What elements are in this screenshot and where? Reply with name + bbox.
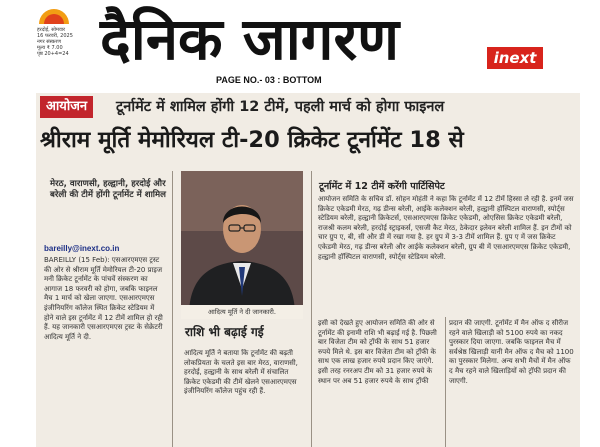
category-tag: आयोजन <box>40 96 93 118</box>
email-address: bareilly@inext.co.in <box>44 244 120 253</box>
body-column-1: BAREILLY (15 Feb): एसआरएमएस ट्रस्ट की ओर से श्रीराम मूर्ति मेमोरियल टी-20 प्राइज मनी क्रिकेट टूर्नामेंट के पांचवें संस्करण का आगाज 18 फरवरी को होगा, जबकि फाइनल मैच 1 मार्च को खेला जाएगा. एसआरएमएस इंजीनियरिंग कॉलेज स्थित क्रिकेट स्टेडियम में होने वाले इस टूर्नामेंट में 12 टीमें शामिल हो रही हैं. यह जानकारी एसआरएमएस ट्रस्ट के सेक्रेटरी आदित्य मूर्ति ने दी. <box>44 256 163 341</box>
dateline <box>37 27 97 57</box>
subheading-teams: टूर्नामेंट में 12 टीमें करेंगी पार्टिसिपेट <box>319 181 445 192</box>
photo-caption: आदित्य मूर्ति ने दी जानकारी. <box>181 305 303 319</box>
body-column-3: आयोजन समिति के सचिव डॉ. सोहन मोहंती ने कहा कि टूर्नामेंट में 12 टीमें हिस्सा ले रही है. इनमें जस क्रिकेट एकेडमी मेरठ, गढ़ डीन्स बरेली, आईके कलेक्शन बरेली, हल्द्वानी हॉस्पिटल वाराणसी, स्पोर्ट्स स्टेडियम बरेली, हल्द्वानी क्रिकेटर्स, एसआरएमएस क्रिकेट एकेडमी, ओएसिस क्रिकेट एकेडमी बरेली, राजश्री कलम बरेली, हरदोई स्ट्राइकर्स, एसजी कैट मेरठ, ठेकेदार इलेवन बरेली शामिल हैं. इन टीमों को चार ग्रुप ए, बी, सी और डी में रखा गया है. हर ग्रुप में 3-3 टीमें शामिल हैं. ग्रुप ए में जस क्रिकेट एकेडमी मेरठ, गढ़ डीन्स बरेली और आईके कलेक्शन बरेली, ग्रुप बी में एसआरएमएस क्रिकेट एकेडमी, हल्द्वानी हॉस्पिटल वाराणसी, स्पोर्ट्स स्टेडियम बरेली. <box>318 195 574 261</box>
page-number: PAGE NO.- 03 : BOTTOM <box>216 75 322 85</box>
sun-logo-icon <box>37 7 71 24</box>
body-column-4: इसी को देखते हुए आयोजन समिति की ओर से टूर्नामेंट की इनामी राशि भी बढ़ाई गई है. पिछली बार विजेता टीम को ट्रॉफी के साथ 51 हजार रुपये मिले थे. इस बार विजेता टीम को ट्रॉफी के साथ एक लाख हजार रुपये प्रदान किए जाएंगे. इसी तरह रनरअप टीम को 31 हजार रुपये के स्थान पर अब 51 हजार रुपये के साथ ट्रॉफी <box>318 319 437 385</box>
person-photo <box>181 171 303 311</box>
subheading-prize: राशि भी बढ़ाई गई <box>185 325 264 339</box>
column-divider <box>172 171 173 447</box>
news-clipping <box>36 93 580 447</box>
newspaper-title: दैनिक जागरण <box>100 5 400 73</box>
masthead <box>0 0 600 92</box>
main-headline: श्रीराम मूर्ति मेमोरियल टी-20 क्रिकेट टूर्नामेंट 18 से <box>40 127 464 153</box>
body-column-2: आदित्य मूर्ति ने बताया कि टूर्नामेंट की बढ़ती लोकप्रियता के चलते इस बार मेरठ, वाराणसी, हरदोई, हल्द्वानी के साथ बरेली में संचालित क्रिकेट एकेडमी की टीमें खेलने एसआरएमएस इंजीनियरिंग कॉलेज पहुंच रही हैं. <box>184 349 298 396</box>
inext-badge: inext <box>487 47 543 69</box>
column-divider <box>445 317 446 447</box>
sidebar-title: मेरठ, वाराणसी, हल्द्वानी, हरदोई और बरेली की टीमें होंगी टूर्नामेंट में शामिल <box>50 179 166 200</box>
portrait-image <box>181 171 303 311</box>
kicker-headline: टूर्नामेंट में शामिल होंगी 12 टीमें, पहली मार्च को होगा फाइनल <box>116 99 445 115</box>
dateline-text: हरदोई, सोमवार 16 फरवरी, 2025 नगर संस्करण मूल्य ₹ 7.00 पृष्ठ 20+4=24 <box>37 27 73 57</box>
body-column-5: प्रदान की जाएगी. टूर्नामेंट में मैन ऑफ द सीरीज रहने वाले खिलाड़ी को 5100 रुपये का नकद पुरस्कार दिया जाएगा. जबकि फाइनल मैच में सर्वश्रेष्ठ खिलाड़ी यानी मैन ऑफ द मैच को 1100 का पुरस्कार मिलेगा. अन्य सभी मैचों में मैन ऑफ द मैच रहने वाले खिलाड़ियों को ट्रॉफी प्रदान की जाएगी. <box>449 319 574 385</box>
column-divider <box>311 171 312 447</box>
